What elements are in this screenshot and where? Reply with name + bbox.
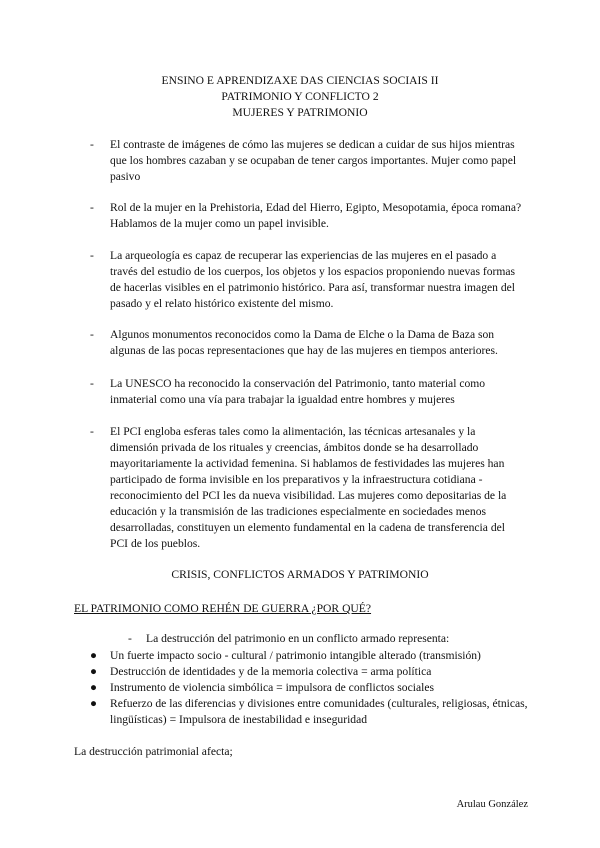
bullet-text: Instrumento de violencia simbólica = impulsora de conflictos sociales — [110, 681, 434, 694]
dash-marker: - — [90, 201, 94, 214]
bullet-dot-icon: ● — [90, 681, 98, 694]
dash-item-text: El PCI engloba esferas tales como la alimentación, las técnicas artesanales y la dimensión privada de los rituales y creencias, ámbitos donde se ha desarrollado mayoritariamente la actividad femenina. Si hablamos de festividades las mujeres han participado de forma invisible en los preparativos y la infraestructura cotidiana - reconocimiento del PCI les da nueva visibilidad. Las mujeres como depositarias de la educación y la transmisión de las tradiciones especialmente en sociedades menos desarrolladas, constituyen un elemento fundamental en la cadena de transferencia del PCI de los pueblos. — [110, 425, 507, 550]
dash-item-text: El contraste de imágenes de cómo las mujeres se dedican a cuidar de sus hijos mientras que los hombres cazaban y se ocupaban de tener cargos importantes. Mujer como papel pasivo — [110, 138, 517, 183]
dash-marker: - — [90, 425, 94, 438]
intro-dash-item — [128, 632, 449, 645]
dash-marker: - — [128, 632, 132, 645]
bullet-text: Destrucción de identidades y de la memoria colectiva = arma política — [110, 665, 432, 678]
bullet-item — [90, 696, 530, 728]
bullet-text: Refuerzo de las diferencias y divisiones entre comunidades (culturales, religiosas, étnicas, lingüísticas) = Impulsora de inestabilidad e inseguridad — [110, 697, 528, 726]
closing-line: La destrucción patrimonial afecta; — [74, 745, 233, 758]
author-name: Arulau González — [456, 799, 528, 810]
sub-heading: EL PATRIMONIO COMO REHÉN DE GUERRA ¿POR QUÉ? — [74, 602, 372, 615]
document-header — [0, 73, 600, 121]
bullet-dot-icon: ● — [90, 665, 98, 678]
bullet-item — [90, 648, 530, 664]
header-line-3: MUJERES Y PATRIMONIO — [232, 106, 368, 119]
bullet-dot-icon: ● — [90, 697, 98, 710]
dash-marker: - — [90, 138, 94, 151]
dash-item-text: La arqueología es capaz de recuperar las experiencias de las mujeres en el pasado a través del estudio de los cuerpos, los objetos y los espacios proponiendo nuevas formas de hacerlas visibles en el patrimonio histórico. Para así, transformar nuestra imagen del pasado y el relato histórico existente del mismo. — [110, 249, 516, 310]
dash-item-text: La UNESCO ha reconocido la conservación del Patrimonio, tanto material como inmaterial como una vía para trabajar la igualdad entre hombres y mujeres — [110, 377, 486, 406]
bullet-item — [90, 680, 530, 696]
dash-marker: - — [90, 377, 94, 390]
bullet-text: Un fuerte impacto socio - cultural / patrimonio intangible alterado (transmisión) — [110, 649, 481, 662]
header-line-1: ENSINO E APRENDIZAXE DAS CIENCIAS SOCIAIS II — [161, 74, 439, 87]
header-line-2: PATRIMONIO Y CONFLICTO 2 — [221, 90, 379, 103]
dash-marker: - — [90, 249, 94, 262]
bullet-dot-icon: ● — [90, 649, 98, 662]
dash-item-text: Algunos monumentos reconocidos como la Dama de Elche o la Dama de Baza son algunas de las pocas representaciones que hay de las mujeres en tiempos anteriores. — [110, 328, 498, 357]
bullet-item — [90, 664, 530, 680]
dash-marker: - — [90, 328, 94, 341]
bullet-list — [90, 648, 530, 728]
intro-dash-text: La destrucción del patrimonio en un conflicto armado representa: — [146, 632, 450, 645]
dash-item-text: Rol de la mujer en la Prehistoria, Edad del Hierro, Egipto, Mesopotamia, época romana? Hablamos de la mujer como un papel invisible. — [110, 201, 522, 230]
section-title: CRISIS, CONFLICTOS ARMADOS Y PATRIMONIO — [171, 568, 429, 581]
